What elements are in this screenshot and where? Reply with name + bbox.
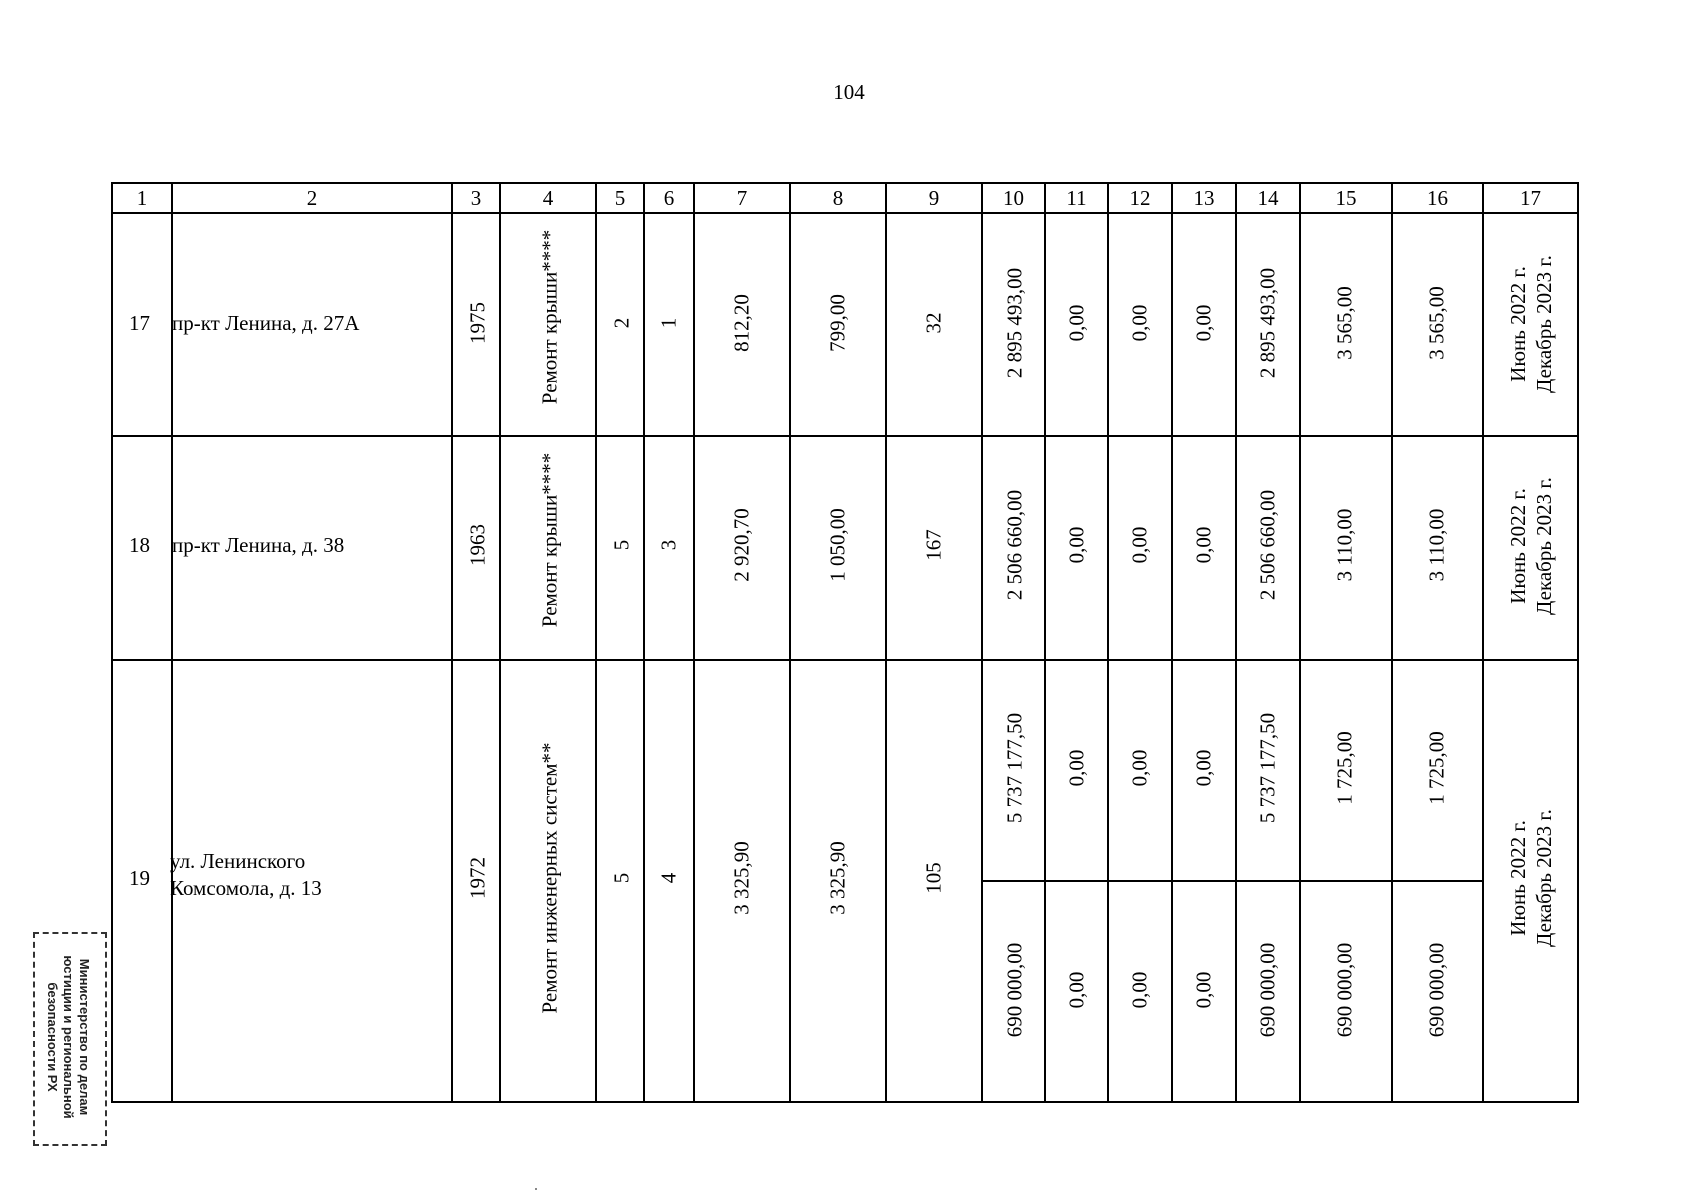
table-vline bbox=[111, 183, 113, 1103]
row-19-c6: 4 bbox=[656, 872, 681, 884]
row-19-lower-c16: 690 000,00 bbox=[1424, 942, 1449, 1038]
row-18-c6: 3 bbox=[656, 539, 681, 551]
column-header-10: 10 bbox=[1003, 185, 1024, 210]
table-vline bbox=[1235, 183, 1237, 1103]
row-18-period bbox=[1505, 477, 1557, 615]
row-18-c7: 2 920,70 bbox=[729, 508, 754, 582]
column-header-9: 9 bbox=[928, 185, 940, 210]
row-19-c8: 3 325,90 bbox=[825, 841, 850, 915]
table-vline bbox=[1482, 183, 1484, 1103]
column-header-16: 16 bbox=[1427, 185, 1448, 210]
row-18-c11: 0,00 bbox=[1064, 526, 1089, 564]
column-header-3: 3 bbox=[470, 185, 482, 210]
row-19-lower-c14: 690 000,00 bbox=[1255, 942, 1280, 1038]
row-19-lower-c12: 0,00 bbox=[1127, 971, 1152, 1009]
stamp-line-1: Министерство по делам bbox=[77, 958, 92, 1116]
table-vline bbox=[1044, 183, 1046, 1103]
row-17-c12: 0,00 bbox=[1127, 304, 1152, 342]
row-17-c11: 0,00 bbox=[1064, 304, 1089, 342]
row-19-period-start: Июнь 2022 г. bbox=[1506, 820, 1530, 936]
column-header-15: 15 bbox=[1335, 185, 1357, 210]
row-17-year: 1975 bbox=[465, 302, 490, 344]
column-header-2: 2 bbox=[306, 185, 318, 210]
row-17-c6: 1 bbox=[656, 317, 681, 329]
row-17-work: Ремонт крыши**** bbox=[537, 229, 562, 405]
row-18-c9: 167 bbox=[921, 529, 946, 561]
row-18-c10: 2 506 660,00 bbox=[1002, 489, 1027, 601]
page-number: 104 bbox=[833, 80, 865, 104]
row-18-work: Ремонт крыши**** bbox=[537, 452, 562, 628]
column-header-13: 13 bbox=[1193, 185, 1215, 210]
row-19-period bbox=[1505, 809, 1557, 947]
row-18-c8: 1 050,00 bbox=[825, 508, 850, 582]
table-vline bbox=[789, 183, 791, 1103]
table-vline bbox=[885, 183, 887, 1103]
registration-stamp-text bbox=[44, 955, 92, 1118]
table-vline bbox=[499, 183, 501, 1103]
column-header-14: 14 bbox=[1257, 185, 1279, 210]
table-vline bbox=[595, 183, 597, 1103]
row-17-c7: 812,20 bbox=[729, 294, 754, 352]
table-vline bbox=[1171, 183, 1173, 1103]
row-17-period-start: Июнь 2022 г. bbox=[1506, 266, 1530, 382]
row-19-upper-c16: 1 725,00 bbox=[1424, 731, 1449, 805]
column-header-8: 8 bbox=[832, 185, 844, 210]
table-hline bbox=[111, 435, 1579, 437]
row-19-address bbox=[170, 848, 322, 902]
column-header-5: 5 bbox=[614, 185, 626, 210]
row-19-upper-c12: 0,00 bbox=[1127, 749, 1152, 787]
row-19-lower-c11: 0,00 bbox=[1064, 971, 1089, 1009]
row-19-upper-c14: 5 737 177,50 bbox=[1255, 712, 1280, 824]
row-19-split-line bbox=[981, 880, 1484, 882]
row-18-address: пр-кт Ленина, д. 38 bbox=[172, 533, 345, 557]
column-header-17: 17 bbox=[1520, 185, 1541, 210]
row-19-address-line2: Комсомола, д. 13 bbox=[170, 876, 322, 900]
row-17-c8: 799,00 bbox=[825, 294, 850, 352]
row-17-address: пр-кт Ленина, д. 27А bbox=[172, 311, 360, 335]
row-17-c16: 3 565,00 bbox=[1424, 286, 1449, 360]
row-18-period-start: Июнь 2022 г. bbox=[1506, 488, 1530, 604]
table-hline bbox=[111, 659, 1579, 661]
table-vline bbox=[451, 183, 453, 1103]
row-17-c15: 3 565,00 bbox=[1332, 286, 1357, 360]
row-19-number: 19 bbox=[129, 866, 150, 890]
row-18-c5: 5 bbox=[609, 539, 634, 551]
row-19-c5: 5 bbox=[609, 872, 634, 884]
stamp-line-2: юстиции и региональной bbox=[61, 955, 76, 1119]
table-vline bbox=[1299, 183, 1301, 1103]
row-19-upper-c10: 5 737 177,50 bbox=[1002, 712, 1027, 824]
row-19-period-end: Декабрь 2023 г. bbox=[1532, 809, 1556, 947]
row-19-year: 1972 bbox=[465, 857, 490, 899]
stamp-line-3: безопасности РХ bbox=[45, 982, 60, 1092]
table-vline bbox=[1107, 183, 1109, 1103]
row-18-number: 18 bbox=[129, 533, 150, 557]
row-19-address-line1: ул. Ленинского bbox=[170, 849, 306, 873]
column-header-6: 6 bbox=[663, 185, 675, 210]
row-19-upper-c13: 0,00 bbox=[1191, 749, 1216, 787]
table-vline bbox=[1577, 183, 1579, 1103]
row-18-c16: 3 110,00 bbox=[1424, 508, 1449, 582]
table-vline bbox=[693, 183, 695, 1103]
row-17-period-end: Декабрь 2023 г. bbox=[1532, 255, 1556, 393]
row-18-c15: 3 110,00 bbox=[1332, 508, 1357, 582]
row-19-upper-c11: 0,00 bbox=[1064, 749, 1089, 787]
column-header-7: 7 bbox=[736, 185, 748, 210]
row-17-c13: 0,00 bbox=[1191, 304, 1216, 342]
row-19-lower-c13: 0,00 bbox=[1191, 971, 1216, 1009]
row-17-c5: 2 bbox=[609, 317, 634, 329]
row-18-c13: 0,00 bbox=[1191, 526, 1216, 564]
row-19-lower-c10: 690 000,00 bbox=[1002, 942, 1027, 1038]
row-17-number: 17 bbox=[129, 311, 150, 335]
row-17-c10: 2 895 493,00 bbox=[1002, 267, 1027, 379]
row-17-c14: 2 895 493,00 bbox=[1255, 267, 1280, 379]
row-19-lower-c15: 690 000,00 bbox=[1332, 942, 1357, 1038]
column-header-4: 4 bbox=[542, 185, 554, 210]
column-header-11: 11 bbox=[1066, 185, 1087, 210]
row-18-c12: 0,00 bbox=[1127, 526, 1152, 564]
table-vline bbox=[643, 183, 645, 1103]
row-19-upper-c15: 1 725,00 bbox=[1332, 731, 1357, 805]
table-vline bbox=[981, 183, 983, 1103]
row-19-c7: 3 325,90 bbox=[729, 841, 754, 915]
table-hline bbox=[111, 1101, 1579, 1103]
column-header-1: 1 bbox=[136, 185, 148, 210]
scan-speck bbox=[535, 1188, 537, 1190]
row-18-period-end: Декабрь 2023 г. bbox=[1532, 477, 1556, 615]
table-vline bbox=[1391, 183, 1393, 1103]
row-17-period bbox=[1505, 255, 1557, 393]
row-17-c9: 32 bbox=[921, 312, 946, 334]
row-18-c14: 2 506 660,00 bbox=[1255, 489, 1280, 601]
row-19-work: Ремонт инженерных систем** bbox=[537, 742, 562, 1014]
row-18-year: 1963 bbox=[465, 524, 490, 566]
row-19-c9: 105 bbox=[921, 862, 946, 894]
column-header-12: 12 bbox=[1129, 185, 1151, 210]
